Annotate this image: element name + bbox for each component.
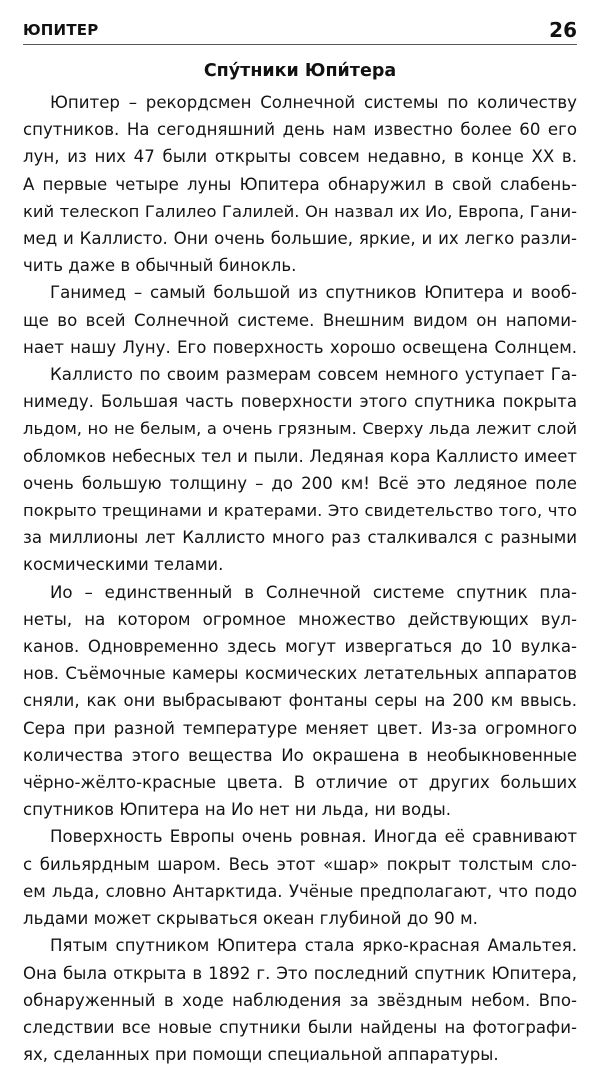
text-line: кий телескоп Галилео Галилей. Он назвал их Ио, Европа, Гани-	[23, 201, 577, 221]
text-line: Ио – единственный в Солнечной системе спутник пла-	[50, 582, 577, 602]
paragraph-amalthea	[23, 932, 577, 1068]
text-line: ем льда, словно Антарктида. Учёные предполагают, что подо	[23, 881, 577, 901]
text-line: ще во всей Солнечной системе. Внешним видом он напоми-	[23, 310, 577, 330]
text-line: Она была открыта в 1892 г. Это последний спутник Юпитера,	[23, 963, 577, 983]
text-line: нимеду. Большая часть поверхности этого спутника покрыта	[23, 392, 577, 412]
text-line: с бильярдным шаром. Весь этот «шар» покрыт толстым сло-	[23, 854, 577, 874]
section-name: ЮПИТЕР	[23, 21, 99, 39]
paragraph-ganymede	[23, 279, 577, 361]
text-line: покрыто трещинами и кратерами. Это свидетельство того, что	[23, 501, 577, 521]
text-line: обнаруженный в ходе наблюдения за звёздным небом. Впо-	[23, 990, 577, 1010]
text-line: сняли, как они выбрасывают фонтаны серы на 200 км ввысь.	[23, 691, 577, 711]
paragraph-europa	[23, 823, 577, 932]
text-line: лун, из них 47 были открыты совсем недавно, в конце XX в.	[23, 147, 577, 167]
text-line: обломков небесных тел и пыли. Ледяная кора Каллисто имеет	[23, 446, 577, 466]
text-line: чить даже в обычный бинокль.	[23, 256, 297, 276]
text-line: льдом, но не белым, а очень грязным. Сверху льда лежит слой	[23, 419, 577, 439]
text-line: Ганимед – самый большой из спутников Юпитера и вооб-	[50, 283, 577, 303]
text-line: Сера при разной температуре меняет цвет. Из-за огромного	[23, 718, 577, 738]
page-number: 26	[549, 18, 577, 42]
running-header	[23, 18, 577, 45]
text-line: нает нашу Луну. Его поверхность хорошо освещена Солнцем.	[23, 337, 577, 357]
text-line: чёрно-жёлто-красные цвета. В отличие от других больших	[23, 773, 577, 793]
text-line: нов. Съёмочные камеры космических летательных аппаратов	[23, 664, 577, 684]
text-line: неты, на котором огромное множество действующих вул-	[23, 609, 577, 629]
text-line: спутников Юпитера на Ио нет ни льда, ни воды.	[23, 800, 452, 820]
paragraph-intro	[23, 89, 577, 279]
paragraph-io	[23, 579, 577, 824]
text-line: Пятым спутником Юпитера стала ярко-красная Амальтея.	[50, 936, 577, 956]
text-line: Каллисто по своим размерам совсем немного уступает Га-	[50, 365, 577, 385]
text-line: мед и Каллисто. Они очень большие, яркие, и их легко разли-	[23, 229, 577, 249]
text-line: А первые четыре луны Юпитера обнаружил в свой слабень-	[23, 174, 577, 194]
text-line: очень большую толщину – до 200 км! Всё это ледяное поле	[23, 473, 577, 493]
text-line: льдами может скрываться океан глубиной до 90 м.	[23, 909, 478, 929]
text-line: Юпитер – рекордсмен Солнечной системы по количеству	[50, 93, 577, 112]
text-line: следствии все новые спутники были найдены на фотографи-	[23, 1017, 577, 1037]
paragraph-callisto	[23, 361, 577, 579]
text-line: ях, сделанных при помощи специальной аппаратуры.	[23, 1045, 499, 1065]
chapter-title: Спу́тники Юпи́тера	[203, 61, 397, 81]
text-line: Поверхность Европы очень ровная. Иногда её сравнивают	[50, 827, 577, 847]
text-line: количества этого вещества Ио окрашена в необыкновенные	[23, 745, 577, 765]
body-text	[23, 89, 577, 1068]
text-line: спутников. На сегодняшний день нам известно более 60 его	[23, 120, 577, 140]
text-line: за миллионы лет Каллисто много раз сталкивался с разными	[23, 528, 577, 548]
text-line: канов. Одновременно здесь могут извергаться до 10 вулка-	[23, 637, 577, 657]
text-line: космическими телами.	[23, 555, 224, 575]
